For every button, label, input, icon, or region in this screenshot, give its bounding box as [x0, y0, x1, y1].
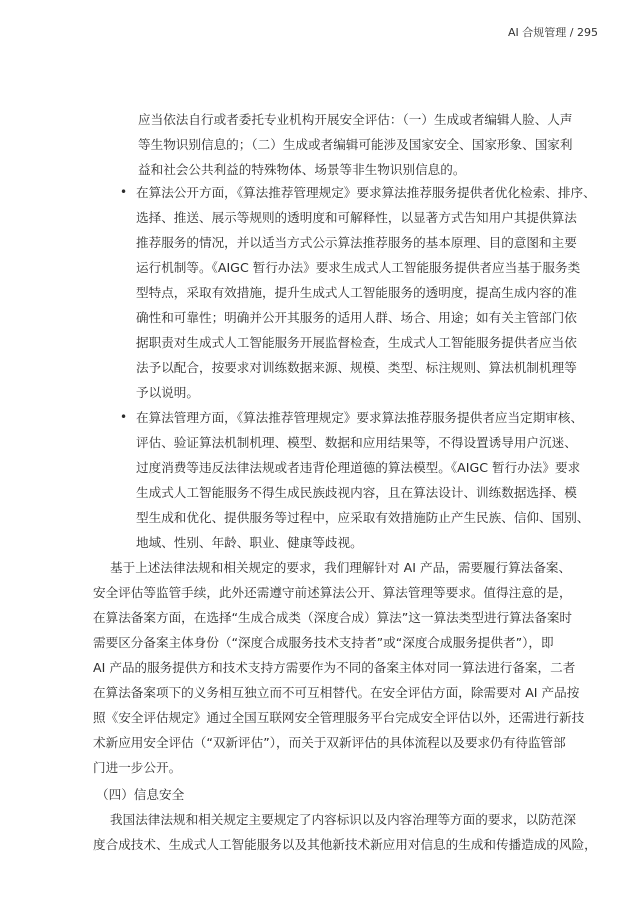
text-line: 生成式人工智能服务不得生成民族歧视内容，且在算法设计、训练数据选择、模 [136, 485, 577, 500]
text-line: 照《安全评估规定》通过全国互联网安全管理服务平台完成安全评估以外，还需进行新技 [93, 710, 585, 725]
text-line: 需要区分备案主体身份（“深度合成服务技术支持者”或“深度合成服务提供者”），即 [93, 635, 554, 650]
text-line: 在算法备案项下的义务相互独立而不可互相替代。在安全评估方面，除需要对 AI 产品按 [93, 685, 580, 700]
text-line: 在算法公开方面，《算法推荐管理规定》要求算法推荐服务提供者优化检索、排序、 [136, 185, 596, 200]
text-line: 予以说明。 [136, 385, 199, 400]
text-line: 基于上述法律法规和相关规定的要求，我们理解针对 AI 产品，需要履行算法备案、 [110, 560, 572, 575]
text-line: 等生物识别信息的；（二）生成或者编辑可能涉及国家安全、国家形象、国家利 [138, 137, 573, 152]
text-line: 在算法备案方面，在选择“生成合成类（深度合成）算法”这一算法类型进行算法备案时 [93, 610, 573, 625]
text-line: 安全评估等监管手续，此外还需遵守前述算法公开、算法管理等要求。值得注意的是， [93, 585, 572, 600]
text-line: 选择、推送、展示等规则的透明度和可解释性，以显著方式告知用户其提供算法 [136, 210, 577, 225]
bullet-marker: • [120, 410, 128, 424]
text-line: 评估、验证算法机制机理、模型、数据和应用结果等，不得设置诱导用户沉迷、 [136, 435, 577, 450]
text-line: 推荐服务的情况，并以适当方式公示算法推荐服务的基本原理、目的意图和主要 [136, 235, 577, 250]
text-line: 我国法律法规和相关规定主要规定了内容标识以及内容治理等方面的要求，以防范深 [110, 812, 576, 827]
text-line: 地域、性别、年龄、职业、健康等歧视。 [136, 535, 363, 550]
text-line: 益和社会公共利益的特殊物体、场景等非生物识别信息的。 [138, 162, 466, 177]
text-line: 据职责对生成式人工智能服务开展监督检查，生成式人工智能服务提供者应当依 [136, 335, 577, 350]
text-line: 过度消费等违反法律法规或者违背伦理道德的算法模型。《AIGC 暂行办法》要求 [136, 460, 581, 475]
text-line: 确性和可靠性；明确并公开其服务的适用人群、场合、用途；如有关主管部门依 [136, 310, 577, 325]
text-line: 术新应用安全评估（“双新评估”），而关于双新评估的具体流程以及要求仍有待监管部 [93, 735, 566, 750]
text-line: AI 产品的服务提供方和技术支持方需要作为不同的备案主体对同一算法进行备案，二者 [93, 660, 576, 675]
text-line: 型特点，采取有效措施，提升生成式人工智能服务的透明度，提高生成内容的准 [136, 285, 577, 300]
text-line: 度合成技术、生成式人工智能服务以及其他新技术新应用对信息的生成和传播造成的风险， [93, 837, 597, 852]
text-line: 在算法管理方面，《算法推荐管理规定》要求算法推荐服务提供者应当定期审核、 [136, 410, 584, 425]
section-heading: （四）信息安全 [96, 787, 185, 802]
running-header: AI 合规管理 / 295 [508, 26, 598, 39]
text-line: 应当依法自行或者委托专业机构开展安全评估：（一）生成或者编辑人脸、人声 [138, 112, 573, 127]
text-line: 型生成和优化、提供服务等过程中，应采取有效措施防止产生民族、信仰、国别、 [136, 510, 590, 525]
text-line: 法予以配合，按要求对训练数据来源、规模、类型、标注规则、算法机制机理等 [136, 360, 577, 375]
text-line: 运行机制等。《AIGC 暂行办法》要求生成式人工智能服务提供者应当基于服务类 [136, 260, 581, 275]
bullet-marker: • [120, 185, 128, 199]
text-line: 门进一步公开。 [93, 760, 182, 775]
